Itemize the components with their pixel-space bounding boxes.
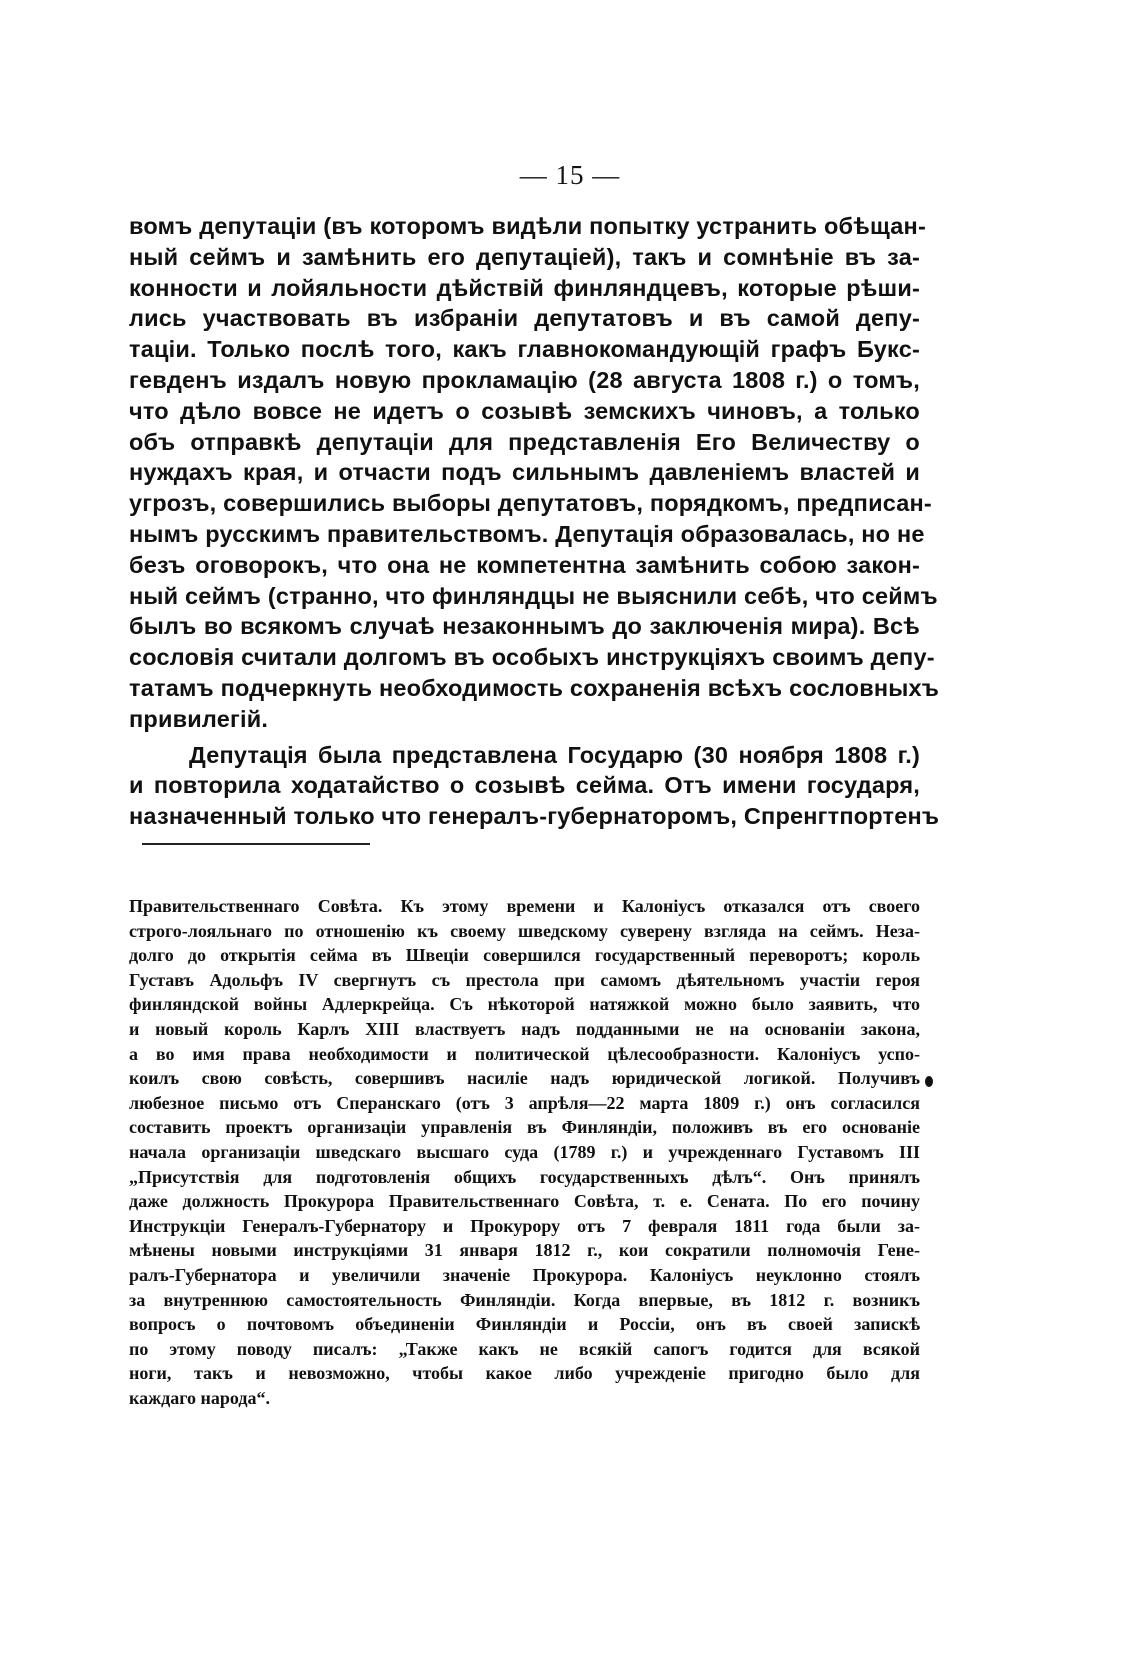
ink-speck (925, 1076, 933, 1087)
main-line: нуждахъ края, и отчасти подъ сильнымъ давленіемъ властей и (129, 459, 920, 486)
footnote-line: строго-лояльнаго по отношенію къ своему шведскому суверену взгляда на сеймъ. Неза- (129, 920, 920, 941)
main-line: привилегій. (129, 705, 269, 732)
main-line: объ отправкѣ депутаціи для представленія Его Величеству о (129, 428, 920, 455)
footnote-line: даже должность Прокурора Правительственнаго Совѣта, т. е. Сената. По его почину (129, 1191, 920, 1212)
main-line: татамъ подчеркнуть необходимость сохраненія всѣхъ сословныхъ (129, 674, 940, 701)
footnote-line: долго до открытія сейма въ Швеціи совершился государственный переворотъ; король (129, 945, 920, 966)
footnote-line: и новый король Карлъ XIII властвуетъ надъ подданными не на основаніи закона, (129, 1018, 920, 1039)
footnote-line: ралъ-Губернатора и увеличили значеніе Прокурора. Калоніусъ неуклонно стоялъ (129, 1264, 920, 1285)
footnote-line: а во имя права необходимости и политической цѣлесообразности. Калоніусъ успо- (129, 1043, 920, 1064)
footnote-line: по этому поводу писалъ: „Также какъ не всякій сапогъ годится для всякой (129, 1338, 920, 1359)
main-line: угрозъ, совершились выборы депутатовъ, порядкомъ, предписан- (129, 490, 932, 517)
footnote-line: коилъ свою совѣсть, совершивъ насиліе надъ юридической логикой. Получивъ (129, 1068, 920, 1089)
footnote-line: любезное письмо отъ Сперанскаго (отъ 3 апрѣля—22 марта 1809 г.) онъ согласился (129, 1092, 920, 1113)
main-line: ный сеймъ (странно, что финляндцы не выяснили себѣ, что сеймъ (129, 582, 938, 609)
footnote-line: вопросъ о почтовомъ объединеніи Финляндіи и Россіи, онъ въ своей запискѣ (129, 1314, 920, 1335)
footnote-line: „Присутствія для подготовленія общихъ государственныхъ дѣлъ“. Онъ принялъ (129, 1166, 920, 1187)
main-line: ный сеймъ и замѣнить его депутаціей), такъ и сомнѣніе въ за- (129, 243, 920, 270)
main-line: лись участвовать въ избраніи депутатовъ и въ самой депу- (129, 305, 920, 332)
footnote-line: Правительственнаго Совѣта. Къ этому времени и Калоніусъ отказался отъ своего (129, 896, 920, 916)
main-line: безъ оговорокъ, что она не компетентна замѣнить собою закон- (129, 551, 920, 578)
paragraph2-line: Депутація была представлена Государю (30 ноября 1808 г.) (189, 741, 920, 768)
paragraph2-line: назначенный только что генералъ-губернаторомъ, Спренгтпортенъ (129, 803, 940, 830)
main-text (129, 211, 940, 832)
main-line: гевденъ издалъ новую прокламацію (28 августа 1808 г.) о томъ, (129, 366, 920, 393)
footnote (129, 894, 920, 1410)
footnote-line: каждаго народа“. (129, 1387, 270, 1408)
footnote-line: за внутреннюю самостоятельность Финляндіи. Когда впервые, въ 1812 г. возникъ (129, 1289, 920, 1310)
footnote-line: мѣнены новыми инструкціями 31 января 1812 г., кои сократили полномочія Гене- (129, 1240, 920, 1261)
footnote-line: финляндской войны Адлеркрейца. Съ нѣкоторой натяжкой можно было заявить, что (129, 994, 920, 1015)
footnote-line: ноги, такъ и невозможно, чтобы какое либо учрежденіе пригодно было для (129, 1363, 920, 1384)
footnote-divider (142, 843, 370, 845)
page-number: — 15 — (519, 160, 621, 190)
main-line: таціи. Только послѣ того, какъ главнокомандующій графъ Букс- (129, 336, 920, 363)
paragraph2-line: и повторила ходатайство о созывѣ сейма. Отъ имени государя, (129, 772, 920, 799)
footnote-line: Густавъ Адольфъ IV свергнутъ съ престола при самомъ дѣятельномъ участіи героя (129, 969, 920, 990)
main-line: вомъ депутаціи (въ которомъ видѣли попытку устранить обѣщан- (129, 213, 926, 239)
main-line: конности и лойяльности дѣйствій финляндцевъ, которые рѣши- (129, 274, 920, 301)
main-line: былъ во всякомъ случаѣ незаконнымъ до заключенія мира). Всѣ (129, 613, 920, 640)
footnote-line: Инструкціи Генералъ-Губернатору и Прокурору отъ 7 февраля 1811 года были за- (129, 1215, 920, 1236)
footnote-line: составить проектъ организаціи управленія въ Финляндіи, положивъ въ его основаніе (129, 1117, 920, 1138)
main-line: нымъ русскимъ правительствомъ. Депутація образовалась, но не (129, 520, 925, 547)
main-line: сословія считали долгомъ въ особыхъ инструкціяхъ своимъ депу- (129, 644, 935, 671)
footnote-line: начала организаціи шведскаго высшаго суда (1789 г.) и учрежденнаго Густавомъ III (129, 1141, 920, 1162)
main-line: что дѣло вовсе не идетъ о созывѣ земскихъ чиновъ, а только (129, 397, 920, 424)
